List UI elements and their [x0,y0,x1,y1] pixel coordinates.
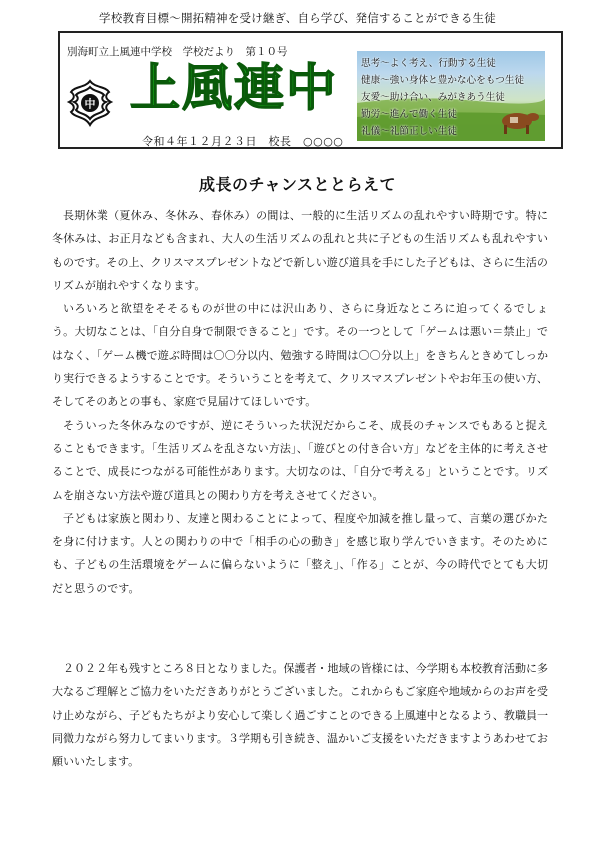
article-paragraph: いろいろと欲望をそそるものが世の中には沢山あり、さらに身近なところに迫ってくるでしょう。大切なことは、「自分自身で制限できること」です。その一つとして「ゲームは悪い＝禁止」ではなく、「ゲーム機で遊ぶ時間は〇〇分以内、勉強する時間は〇〇分以上」をきちんときめてしっかり実行できるようすることです。そういうことを考えて、クリスマスプレゼントやお年玉の使い方、そしてそのあとの事も、家庭で見届けてほしいです。 [52,302,548,409]
value-item-courtesy: 礼儀〜礼節正しい生徒 [361,126,457,137]
school-emblem-icon [61,78,119,128]
value-item-labor: 勤労〜進んで働く生徒 [361,109,457,120]
school-values-panel [357,51,545,141]
issue-date-principal: 令和４年１２月２３日 校長 ○○○○ [142,135,344,148]
emblem-character: 中 [84,97,96,111]
newsletter-title: 上風連中 [130,58,338,117]
closing-message [52,657,548,773]
school-newsletter-line: 別海町立上風連中学校 学校だより 第１０号 [67,46,288,58]
value-item-thinking: 思考〜よく考え、行動する生徒 [361,58,496,69]
closing-paragraph: ２０２２年も残すところ８日となりました。保護者・地域の皆様には、今学期も本校教育活動に多大なるご理解とご協力をいただきありがとうございました。これからもご家庭や地域からのお声を受け止めながら、子どもたちがより安心して楽しく過ごすことのできる上風連中となるよう、教職員一同微力ながら努力してまいります。３学期も引き続き、温かいご支援をいただきますようあわせてお願いいたします。 [52,662,548,769]
article-paragraph: 子どもは家族と関わり、友達と関わることによって、程度や加減を推し量って、言葉の選びかたを身に付けます。人との関わりの中で「相手の心の動き」を感じ取り学んでいきます。そのためにも、子どもの生活環境をゲームに偏らないように「整え」、「作る」ことが、今の時代でとても大切だと思うのです。 [52,511,548,595]
article-paragraph: そういった冬休みなのですが、逆にそういった状況だからこそ、成長のチャンスでもあると捉えることもできます。「生活リズムを乱さない方法」、「遊びとの付き合い方」などを主体的に考えさせることで、成長につながる可能性があります。大切なのは、「自分で考える」ということです。リズムを崩さない方法や遊び道具との関わり方を考えさせてください。 [52,418,548,502]
article-headline: 成長のチャンスととらえて [198,175,397,194]
value-item-health: 健康〜強い身体と豊かな心をもつ生徒 [361,75,525,86]
value-item-friendship: 友愛〜助け合い、みがきあう生徒 [361,92,505,103]
article-body [52,204,548,600]
article-paragraph: 長期休業（夏休み、冬休み、春休み）の間は、一般的に生活リズムの乱れやすい時期です。特に冬休みは、お正月なども含まれ、大人の生活リズムの乱れと共に子どもの生活リズムも乱れやすいものです。その上、クリスマスプレゼントなどで新しい遊び道具を手にした子どもは、さらに生活のリズムが崩れやすくなります。 [52,209,548,292]
school-motto: 学校教育目標〜開拓精神を受け継ぎ、自ら学び、発信することができる生徒 [99,11,496,25]
